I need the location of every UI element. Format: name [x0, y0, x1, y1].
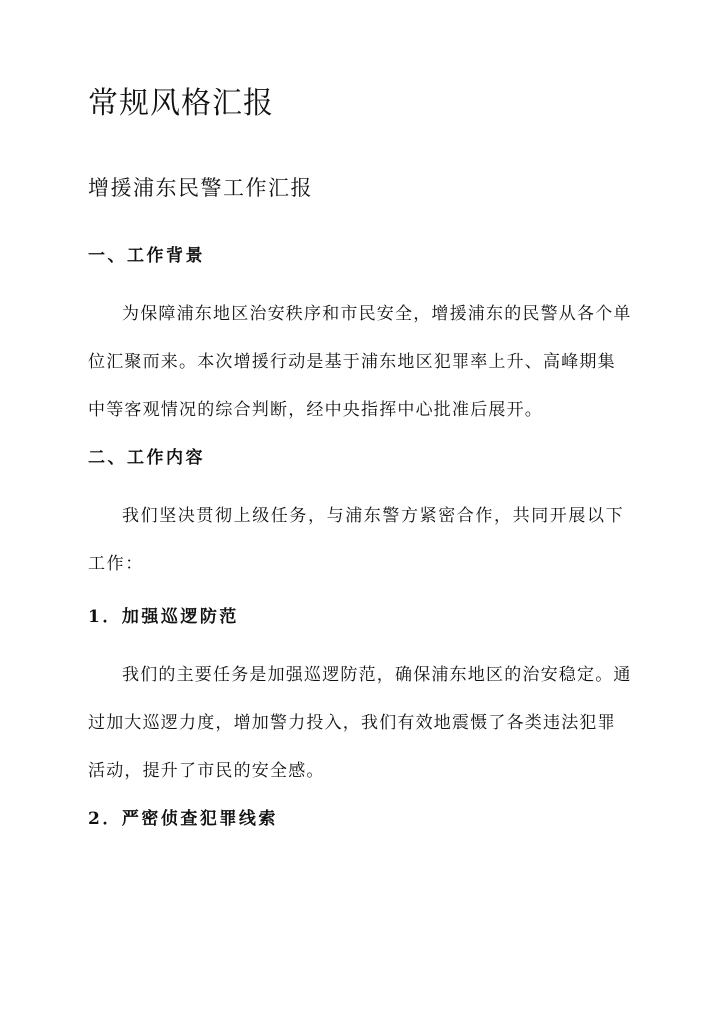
subsection-heading-patrol: 1．加强巡逻防范	[88, 607, 239, 627]
document-title: 常规风格汇报	[88, 86, 274, 121]
paragraph-patrol: 我们的主要任务是加强巡逻防范，确保浦东地区的治安稳定。通过加大巡逻力度，增加警力投入，我们有效地震慑了各类违法犯罪活动，提升了市民的安全感。	[88, 665, 632, 781]
paragraph-background: 为保障浦东地区治安秩序和市民安全，增援浦东的民警从各个单位汇聚而来。本次增援行动是基于浦东地区犯罪率上升、高峰期集中等客观情况的综合判断，经中央指挥中心批准后展开。	[88, 304, 632, 420]
section-heading-work-content: 二、工作内容	[88, 448, 205, 468]
report-title: 增援浦东民警工作汇报	[88, 176, 313, 200]
subsection-heading-investigation: 2．严密侦查犯罪线索	[88, 809, 278, 829]
section-heading-background: 一、工作背景	[88, 246, 205, 266]
paragraph-work-content: 我们坚决贯彻上级任务，与浦东警方紧密合作，共同开展以下工作：	[88, 506, 625, 574]
